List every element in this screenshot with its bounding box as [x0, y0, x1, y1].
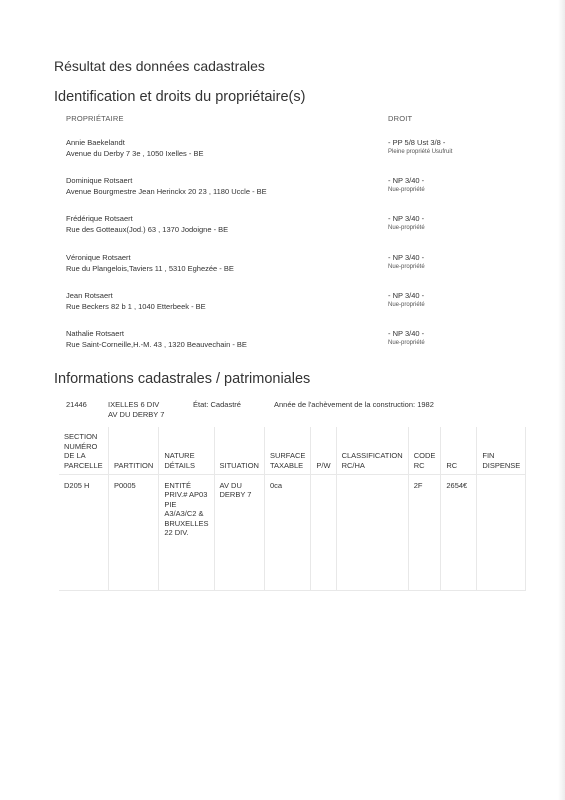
owner-column-header: PROPRIÉTAIRE: [66, 114, 124, 123]
owner-address: Avenue Bourgmestre Jean Herinckx 20 23 , 1180 Uccle - BE: [66, 187, 267, 196]
owner-address: Rue Beckers 82 b 1 , 1040 Etterbeek - BE: [66, 302, 206, 311]
header-pw: P/W: [311, 427, 336, 475]
header-rc: RC: [441, 427, 477, 475]
cell-rc: 2654€: [441, 475, 477, 591]
owner-address: Rue Saint-Corneille,H.-M. 43 , 1320 Beauvechain - BE: [66, 340, 247, 349]
owner-right-type: Pleine propriété Usufruit: [388, 149, 453, 155]
scan-edge-shadow: [558, 0, 565, 800]
cell-code-rc: 2F: [408, 475, 441, 591]
owner-right: - PP 5/8 Ust 3/8 -: [388, 138, 446, 147]
owner-right-type: Nue-propriété: [388, 264, 425, 270]
header-fin-dispense: FIN DISPENSE: [477, 427, 526, 475]
cadastral-street: AV DU DERBY 7: [108, 410, 165, 419]
cadastral-section-title: Informations cadastrales / patrimoniales: [54, 371, 311, 387]
right-column-header: DROIT: [388, 114, 413, 123]
owner-address: Avenue du Derby 7 3e , 1050 Ixelles - BE: [66, 149, 204, 158]
owner-right-type: Nue-propriété: [388, 340, 425, 346]
page-title: Résultat des données cadastrales: [54, 58, 265, 74]
owner-name: Jean Rotsaert: [66, 291, 113, 300]
cell-classification: [336, 475, 408, 591]
cell-situation: AV DU DERBY 7: [214, 475, 264, 591]
cadastral-location: [108, 400, 164, 420]
owner-right: - NP 3/40 -: [388, 329, 425, 338]
owner-right-type: Nue-propriété: [388, 302, 425, 308]
owners-section-title: Identification et droits du propriétaire(s): [54, 89, 306, 105]
owner-right: - NP 3/40 -: [388, 214, 425, 223]
owner-name: Annie Baekelandt: [66, 138, 125, 147]
table-header-row: [59, 427, 526, 475]
owner-name: Nathalie Rotsaert: [66, 329, 124, 338]
owner-right-type: Nue-propriété: [388, 187, 425, 193]
owner-name: Frédérique Rotsaert: [66, 214, 133, 223]
cell-nature: ENTITÉ PRIV.# AP03 PIE A3/A3/C2 & BRUXELLES 22 DIV.: [159, 475, 214, 591]
owner-right-type: Nue-propriété: [388, 225, 425, 231]
header-surface: SURFACE TAXABLE: [264, 427, 310, 475]
cell-fin-dispense: [477, 475, 526, 591]
header-situation: SITUATION: [214, 427, 264, 475]
cell-surface: 0ca: [264, 475, 310, 591]
cadastral-table: [59, 427, 526, 591]
header-partition: PARTITION: [109, 427, 159, 475]
cadastral-code: 21446: [66, 400, 87, 409]
cell-section: D205 H: [59, 475, 109, 591]
owner-name: Véronique Rotsaert: [66, 253, 131, 262]
construction-year: Année de l'achèvement de la construction: 1982: [274, 400, 434, 409]
header-section: SECTION NUMÉRO DE LA PARCELLE: [59, 427, 109, 475]
owner-right: - NP 3/40 -: [388, 176, 425, 185]
owner-address: Rue des Gotteaux(Jod.) 63 , 1370 Jodoigne - BE: [66, 225, 229, 234]
header-code-rc: CODE RC: [408, 427, 441, 475]
header-nature: NATURE DÉTAILS: [159, 427, 214, 475]
cadastral-state: État: Cadastré: [193, 400, 241, 409]
cell-partition: P0005: [109, 475, 159, 591]
table-row: [59, 475, 526, 591]
header-classification: CLASSIFICATION RC/HA: [336, 427, 408, 475]
cadastral-division: IXELLES 6 DIV: [108, 400, 160, 409]
owner-right: - NP 3/40 -: [388, 253, 425, 262]
owner-name: Dominique Rotsaert: [66, 176, 133, 185]
cell-pw: [311, 475, 336, 591]
owner-right: - NP 3/40 -: [388, 291, 425, 300]
owner-address: Rue du Plangelois,Taviers 11 , 5310 Eghezée - BE: [66, 264, 234, 273]
